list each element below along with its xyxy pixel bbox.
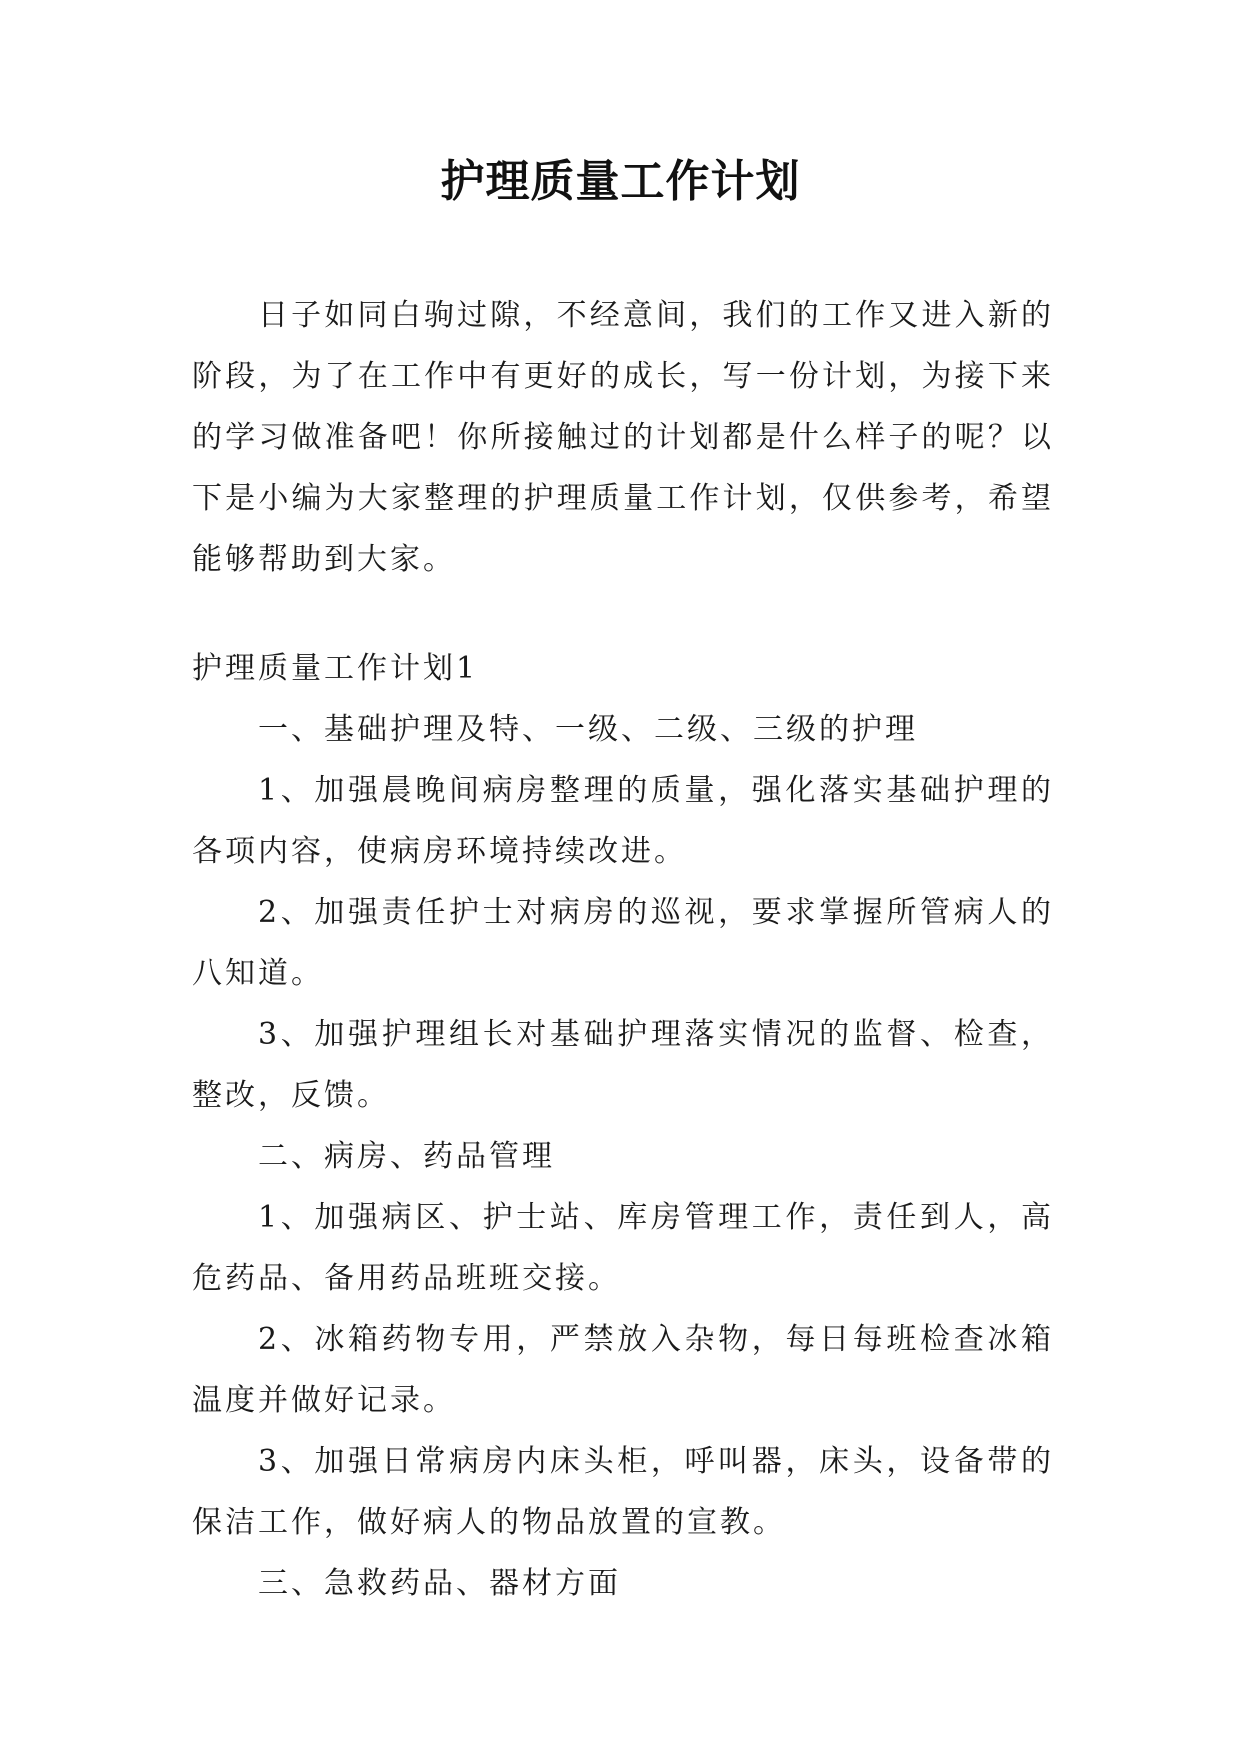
intro-paragraph: 日子如同白驹过隙，不经意间，我们的工作又进入新的阶段，为了在工作中有更好的成长，写一份计划，为接下来的学习做准备吧！你所接触过的计划都是什么样子的呢？以下是小编为大家整理的护理质量工作计划，仅供参考，希望能够帮助到大家。: [192, 298, 1054, 577]
paragraph-1-2: 2、加强责任护士对病房的巡视，要求掌握所管病人的八知道。: [192, 895, 1054, 991]
paragraph-1-1: 1、加强晨晚间病房整理的质量，强化落实基础护理的各项内容，使病房环境持续改进。: [192, 773, 1054, 869]
document-title: 护理质量工作计划: [440, 156, 801, 207]
paragraph-1-3: 3、加强护理组长对基础护理落实情况的监督、检查，整改，反馈。: [192, 1017, 1054, 1113]
document-body: [192, 638, 1054, 1614]
paragraph-2-2: 2、冰箱药物专用，严禁放入杂物，每日每班检查冰箱温度并做好记录。: [192, 1322, 1054, 1418]
heading-3: 三、急救药品、器材方面: [258, 1566, 621, 1601]
paragraph-2-3: 3、加强日常病房内床头柜，呼叫器，床头，设备带的保洁工作，做好病人的物品放置的宣教。: [192, 1444, 1054, 1540]
paragraph-2-1: 1、加强病区、护士站、库房管理工作，责任到人，高危药品、备用药品班班交接。: [192, 1200, 1054, 1296]
heading-1: 一、基础护理及特、一级、二级、三级的护理: [258, 712, 918, 747]
heading-2: 二、病房、药品管理: [258, 1139, 555, 1174]
section-title: 护理质量工作计划1: [192, 651, 479, 686]
